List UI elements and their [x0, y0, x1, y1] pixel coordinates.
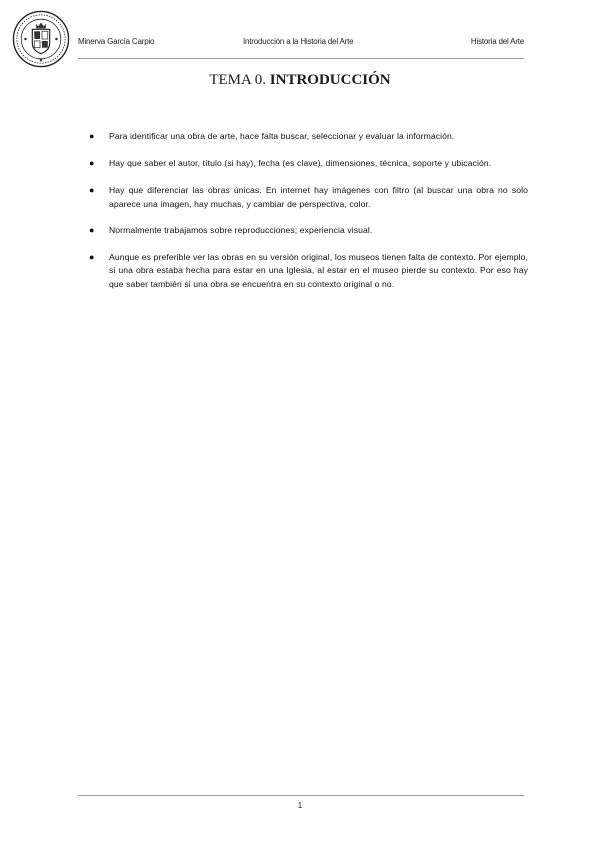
list-item-text: Hay que saber el autor, título (si hay), fecha (es clave), dimensiones, técnica, soporte y ubicación.: [109, 157, 492, 168]
page-number: 1: [297, 801, 303, 810]
bullet-icon: ●: [89, 185, 95, 195]
page-title: [0, 72, 600, 89]
bullet-list: [88, 130, 528, 291]
list-item-text: Normalmente trabajamos sobre reproducciones; experiencia visual.: [109, 225, 373, 235]
list-item: [88, 157, 528, 171]
footer-divider: [78, 795, 524, 796]
list-item: [88, 224, 528, 238]
header-subject: Historia del Arte: [470, 37, 524, 46]
bullet-icon: ●: [89, 157, 95, 168]
title-prefix: TEMA 0.: [209, 72, 270, 88]
bullet-icon: ●: [89, 251, 95, 262]
list-item: [88, 184, 528, 211]
header-author: Minerva García Carpio: [78, 37, 155, 46]
university-seal-logo: [12, 10, 70, 68]
bullet-icon: ●: [89, 131, 95, 141]
header-divider: [78, 58, 524, 59]
bullet-icon: ●: [89, 225, 95, 235]
list-item: [88, 251, 528, 292]
header-course-title: Introducción a la Historia del Arte: [243, 37, 354, 46]
list-item-text: Aunque es preferible ver las obras en su versión original, los museos tienen falta de contexto. Por ejemplo, si una obra estaba hecha para estar en una Iglesia, al estar en el museo pierde su contexto. Por eso hay que saber también si una obra se encuentra en su contexto original o no.: [109, 251, 528, 289]
list-item-text: Hay que diferenciar las obras únicas. En internet hay imágenes con filtro (al buscar una obra no solo aparece una imagen, hay muchas, y cambiar de perspectiva, color.: [109, 185, 528, 209]
title-main: INTRODUCCIÓN: [269, 72, 391, 88]
list-item: [88, 130, 528, 144]
list-item-text: Para identificar una obra de arte, hace falta buscar, seleccionar y evaluar la información.: [109, 131, 455, 141]
